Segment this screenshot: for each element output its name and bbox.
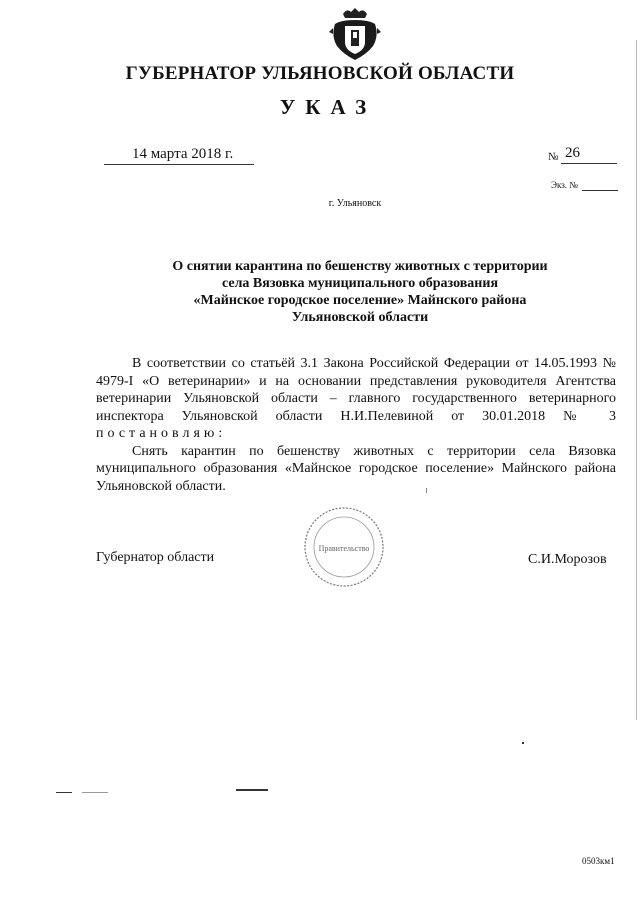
resolve-word: постановляю: [96,426,227,441]
decree-title-line: О снятии карантина по бешенству животных с территории [172,259,548,274]
stamp-text: Правительство [318,544,370,553]
decree-title [100,258,620,326]
copy-number-label: Экз. № [551,180,578,190]
official-seal-stamp [302,505,386,589]
scan-edge-line [636,40,637,720]
decree-title-line: «Майнское городское поселение» Майнского района [193,293,527,308]
operative-paragraph: Снять карантин по бешенству животных с территории села Вязовка муниципального образования «Майнское городское поселение» Майнского района Ульяновской области. [96,443,616,494]
preamble-paragraph [96,355,616,443]
decree-date: 14 марта 2018 г. [132,146,234,162]
decree-title-line: села Вязовка муниципального образования [221,276,499,291]
decree-number: 26 [565,145,580,161]
scan-mark [56,792,72,793]
document-type-heading: УКАЗ [279,95,377,119]
decree-title-line: Ульяновской области [291,310,429,325]
preamble-text: В соответствии со статьёй 3.1 Закона Российской Федерации от 14.05.1993 № 4979-I «О ветеринарии» и на основании представления руководителя Агентства ветеринарии Ульяновской области – главного государственного ветеринарного инспектора Ульяновской области Н.И.Пелевиной от 30.01.2018 № 3 [96,356,616,424]
issuing-authority-heading: ГУБЕРНАТОР УЛЬЯНОВСКОЙ ОБЛАСТИ [125,63,515,84]
decree-date-field [104,146,254,165]
decree-body [96,355,616,495]
signatory-role: Губернатор области [96,550,215,565]
decree-number-label: № [548,151,559,163]
city-of-issue: г. Ульяновск [328,198,382,209]
scan-mark [426,488,427,493]
copy-number-line [582,190,618,191]
decree-number-field [561,145,617,164]
coat-of-arms-emblem [329,6,381,62]
form-code: 0503км1 [582,856,615,866]
scan-mark [522,742,524,744]
scan-mark [236,789,268,791]
signatory-name: С.И.Морозов [528,552,607,567]
scan-mark [82,792,108,793]
